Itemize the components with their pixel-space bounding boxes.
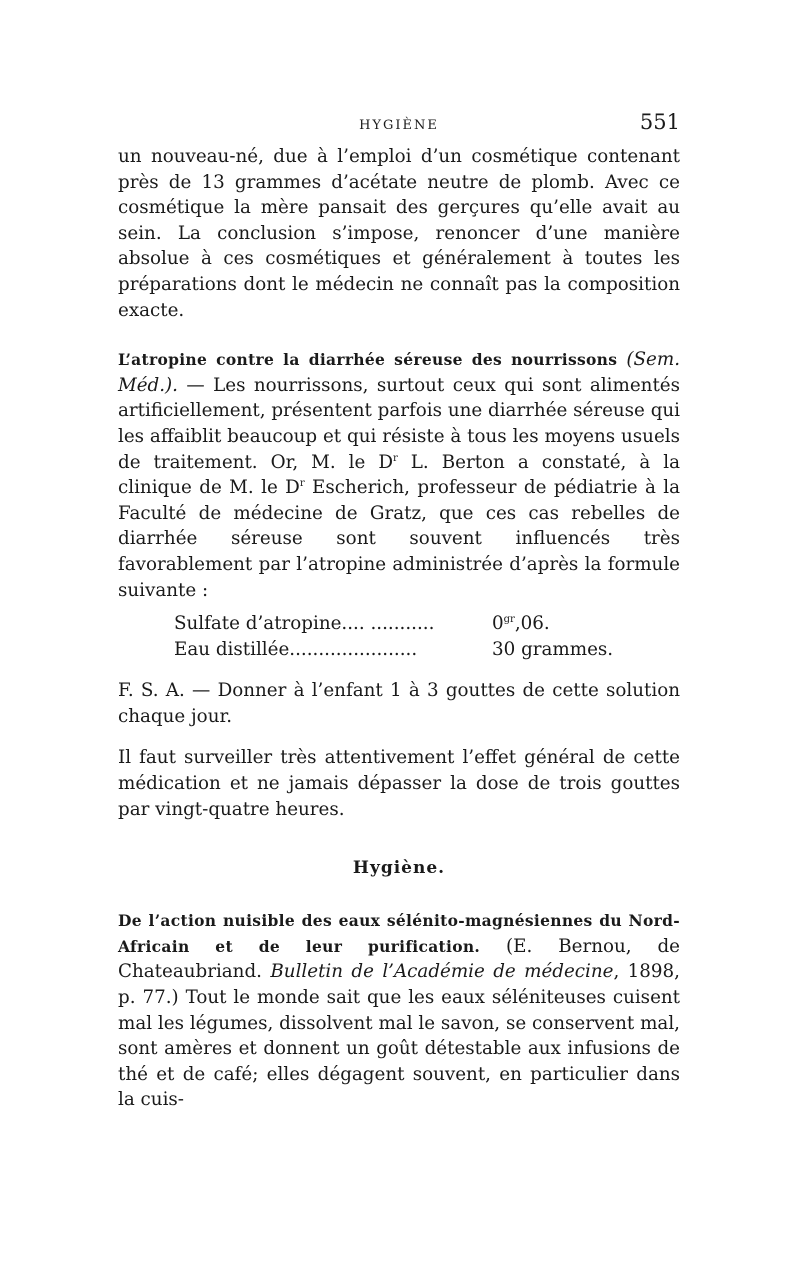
running-head xyxy=(118,110,680,144)
formula-row-water xyxy=(174,637,680,663)
formula-block xyxy=(174,611,680,662)
dr-superscript-1: r xyxy=(392,452,398,464)
formula-label: Sulfate d’atropine.... ........... xyxy=(174,613,435,635)
atropine-article-source: (Sem. Méd.). xyxy=(118,349,681,396)
page-number: 551 xyxy=(639,110,680,134)
fsa-paragraph: F. S. A. — Donner à l’enfant 1 à 3 gouttes de cette solution chaque jour. xyxy=(118,680,680,727)
formula-row-atropine xyxy=(174,611,680,637)
atropine-article-paragraph xyxy=(118,347,680,603)
water-article-journal: Bulletin de l’Académie de médecine xyxy=(270,961,614,983)
formula-label: Eau distillée...................... xyxy=(174,638,418,660)
section-heading: Hygiène. xyxy=(352,858,446,879)
dr-superscript-2: r xyxy=(299,478,305,490)
atropine-text-a: — Les nourrissons, surtout ceux qui sont alimentés artificiellement, présentent parfois une diarrhée séreuse qui les affaiblit beaucoup et qui résiste à tous les moyens usuels de traitement. Or, M. le D xyxy=(118,374,681,473)
water-article-text: Tout le monde sait que les eaux séléniteuses cuisent mal les légumes, dissolvent mal le savon, se conservent mal, sont amères et donnent un goût détestable aux infusions de thé et de café; elles dégagent souvent, en particulier dans la cuis- xyxy=(118,987,681,1111)
atropine-text-c: Escherich, professeur de pédiatrie à la Faculté de médecine de Gratz, que ces cas rebelles de diarrhée séreuse sont souvent influencés très favorablement par l’atropine administrée d’après la formule suivante : xyxy=(118,477,680,601)
water-article-author: (E. Bernou, de Chateaubriand. xyxy=(118,935,680,983)
running-title: HYGIÈNE xyxy=(359,118,439,133)
atropine-article-title: L’atropine contre la diarrhée séreuse des nourrissons xyxy=(118,350,618,370)
warning-paragraph: Il faut surveiller très attentivement l’effet général de cette médication et ne jamais dépasser la dose de trois gouttes par vingt-quatre heures. xyxy=(118,747,680,820)
atropine-text-b: L. Berton a constaté, à la clinique de M. le D xyxy=(118,451,680,499)
water-article-title: De l’action nuisible des eaux sélénito-magnésiennes du Nord-Africain et de leur purification. xyxy=(118,911,680,956)
water-article-ref: , 1898, p. 77.) xyxy=(118,961,680,1009)
document-page xyxy=(118,110,680,1113)
water-article-paragraph xyxy=(118,908,680,1113)
formula-value: $0^{gr},06$. xyxy=(492,613,550,635)
formula-value: 30 grammes. xyxy=(492,638,614,660)
continued-paragraph: un nouveau-né, due à l’emploi d’un cosmétique contenant près de 13 grammes d’acétate neutre de plomb. Avec ce cosmétique la mère pansait des gerçures qu’elle avait au sein. La conclusion s’impose, renoncer d’une manière absolue à ces cosmétiques et généralement à toutes les préparations dont le médecin ne connaît pas la composition exacte. xyxy=(118,146,680,321)
